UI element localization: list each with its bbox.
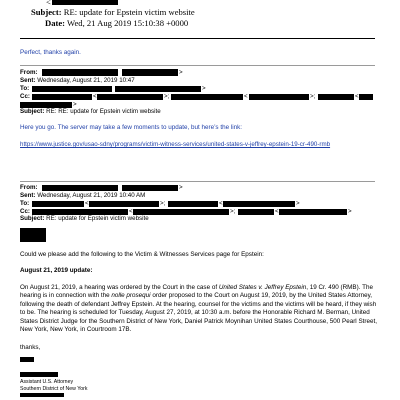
message2-divider bbox=[20, 181, 375, 182]
message1-from-label: From: bbox=[20, 69, 38, 76]
message1-subject-line bbox=[20, 108, 161, 115]
redaction-bar bbox=[42, 185, 118, 191]
redaction-bar bbox=[89, 201, 159, 207]
message1-sent-row bbox=[20, 77, 135, 84]
message2-to-sep: >; bbox=[160, 200, 166, 207]
message2-signoff: thanks, bbox=[20, 344, 41, 351]
message2-subject-line bbox=[20, 215, 149, 222]
redaction-bar bbox=[359, 94, 373, 100]
message2-sent-value: Wednesday, August 21, 2019 10:40 AM bbox=[37, 192, 146, 199]
message1-sent-label: Sent: bbox=[20, 77, 36, 84]
redaction-bar bbox=[279, 209, 347, 215]
message1-body: Here you go. The server may take a few moments to update, but here’s the link: bbox=[20, 124, 243, 131]
header-top-fragment: < bbox=[46, 0, 51, 7]
header-date-label: Date: bbox=[45, 18, 66, 28]
message1-cc-sep: < bbox=[244, 93, 248, 100]
header-date-row bbox=[45, 18, 188, 28]
redaction-bar bbox=[122, 69, 178, 76]
message2-cc-label: Cc: bbox=[20, 208, 30, 215]
redaction-bar bbox=[97, 94, 163, 100]
redaction-bar bbox=[249, 94, 309, 100]
signature-office: Southern District of New York bbox=[20, 386, 88, 392]
header-date-value: Wed, 21 Aug 2019 15:10:38 +0000 bbox=[67, 18, 189, 28]
message2-intro: Could we please add the following to the Victim & Witnesses Services page for Epstein: bbox=[20, 251, 264, 258]
message1-to-tail: > bbox=[202, 85, 206, 92]
message1-subject-label: Subject: bbox=[20, 108, 45, 115]
message2-from-label: From: bbox=[20, 184, 38, 191]
paragraph-text: , 19 Cr. 490 (RMB). The hearing is in connection with the bbox=[20, 284, 373, 300]
message2-from-row bbox=[20, 184, 38, 191]
redaction-bar bbox=[115, 86, 201, 92]
header-subject-row bbox=[31, 7, 195, 17]
message2-cc-sep: > bbox=[348, 208, 352, 215]
message2-to-sep: < bbox=[219, 200, 223, 207]
header-subject-label: Subject: bbox=[31, 7, 62, 17]
message2-sent-label: Sent: bbox=[20, 192, 36, 199]
message1-cc-sep: >; bbox=[310, 93, 316, 100]
redaction-bar bbox=[223, 201, 295, 207]
redaction-bar bbox=[32, 94, 92, 100]
redaction-bar bbox=[52, 0, 118, 5]
message2-to-sep: > bbox=[296, 200, 300, 207]
message1-cc-sep: >; bbox=[164, 93, 170, 100]
message2-paragraph bbox=[20, 284, 380, 334]
paragraph-text: On August 21, 2019, a hearing was ordered by the Court in the case of bbox=[20, 284, 219, 291]
nolle-prosequi-term: nolle prosequi bbox=[111, 292, 151, 300]
redaction-bar bbox=[20, 372, 58, 377]
redaction-bar bbox=[20, 393, 64, 397]
message1-cc-sep: > bbox=[73, 101, 77, 108]
case-name: United States v. Jeffrey Epstein bbox=[218, 284, 307, 291]
message1-from-row bbox=[20, 69, 38, 76]
update-heading-text: August 21, 2019 update: bbox=[20, 267, 93, 274]
message2-sent-row bbox=[20, 192, 145, 199]
message1-subject-value: RE: RE: update for Epstein victim website bbox=[46, 108, 161, 115]
redaction-bar bbox=[32, 86, 112, 92]
message2-to-label: To: bbox=[20, 200, 30, 207]
message2-to-row bbox=[20, 200, 29, 207]
message1-cc-sep: < bbox=[93, 93, 97, 100]
redaction-block bbox=[20, 228, 46, 242]
message1-cc-label: Cc: bbox=[20, 93, 30, 100]
redaction-bar bbox=[122, 185, 178, 191]
message2-cc-sep: >; bbox=[230, 208, 236, 215]
message1-from-tail: > bbox=[179, 69, 183, 76]
redaction-bar bbox=[238, 209, 274, 215]
message2-from-tail: > bbox=[179, 184, 183, 191]
header-subject-value: RE: update for Epstein victim website bbox=[63, 7, 195, 17]
signature-title: Assistant U.S. Attorney bbox=[20, 379, 74, 385]
header-divider bbox=[20, 38, 375, 39]
message1-divider bbox=[20, 65, 375, 66]
message1-to-row bbox=[20, 85, 29, 92]
paragraph-text: order proposed to the Court on August 19, 2019, by the United States Attorney, following the death of defendant Jeffrey Epstein. At the hearing, counsel for the victims and the victims will be heard, if they wish to be. The hearing is scheduled for Tuesday, August 27, 2019, at 10:30 a.m. before the Honorable Richard M. Berman, United States District Judge for the Southern District of New York, Daniel Patrick Moynihan United States Courthouse, 500 Pearl Street, New York, New York, in Courtroom 17B. bbox=[20, 292, 377, 334]
message1-to-label: To: bbox=[20, 85, 30, 92]
redaction-bar bbox=[42, 69, 118, 76]
message2-update-heading bbox=[20, 267, 92, 275]
redaction-bar bbox=[32, 201, 84, 207]
redaction-bar bbox=[171, 94, 243, 100]
message2-cc-sep: < bbox=[275, 208, 279, 215]
message2-subject-label: Subject: bbox=[20, 215, 45, 222]
message1-cc-row bbox=[20, 93, 30, 100]
message1-sent-value: Wednesday, August 21, 2019 10:47 bbox=[37, 77, 135, 84]
message2-cc-sep: < bbox=[129, 208, 133, 215]
message1-link[interactable]: https://www.justice.gov/usao-sdny/programs/victim-witness-services/united-states-v-jeffrey-epstein-19-cr-490-rmb bbox=[20, 141, 331, 148]
message2-subject-value: RE: update for Epstein victim website bbox=[46, 215, 149, 222]
message1-cc-sep: < bbox=[355, 93, 359, 100]
redaction-bar bbox=[20, 357, 34, 362]
message2-to-sep: < bbox=[85, 200, 89, 207]
redaction-bar bbox=[168, 201, 218, 207]
redaction-bar bbox=[318, 94, 354, 100]
reply-text: Perfect, thanks again. bbox=[20, 49, 81, 56]
